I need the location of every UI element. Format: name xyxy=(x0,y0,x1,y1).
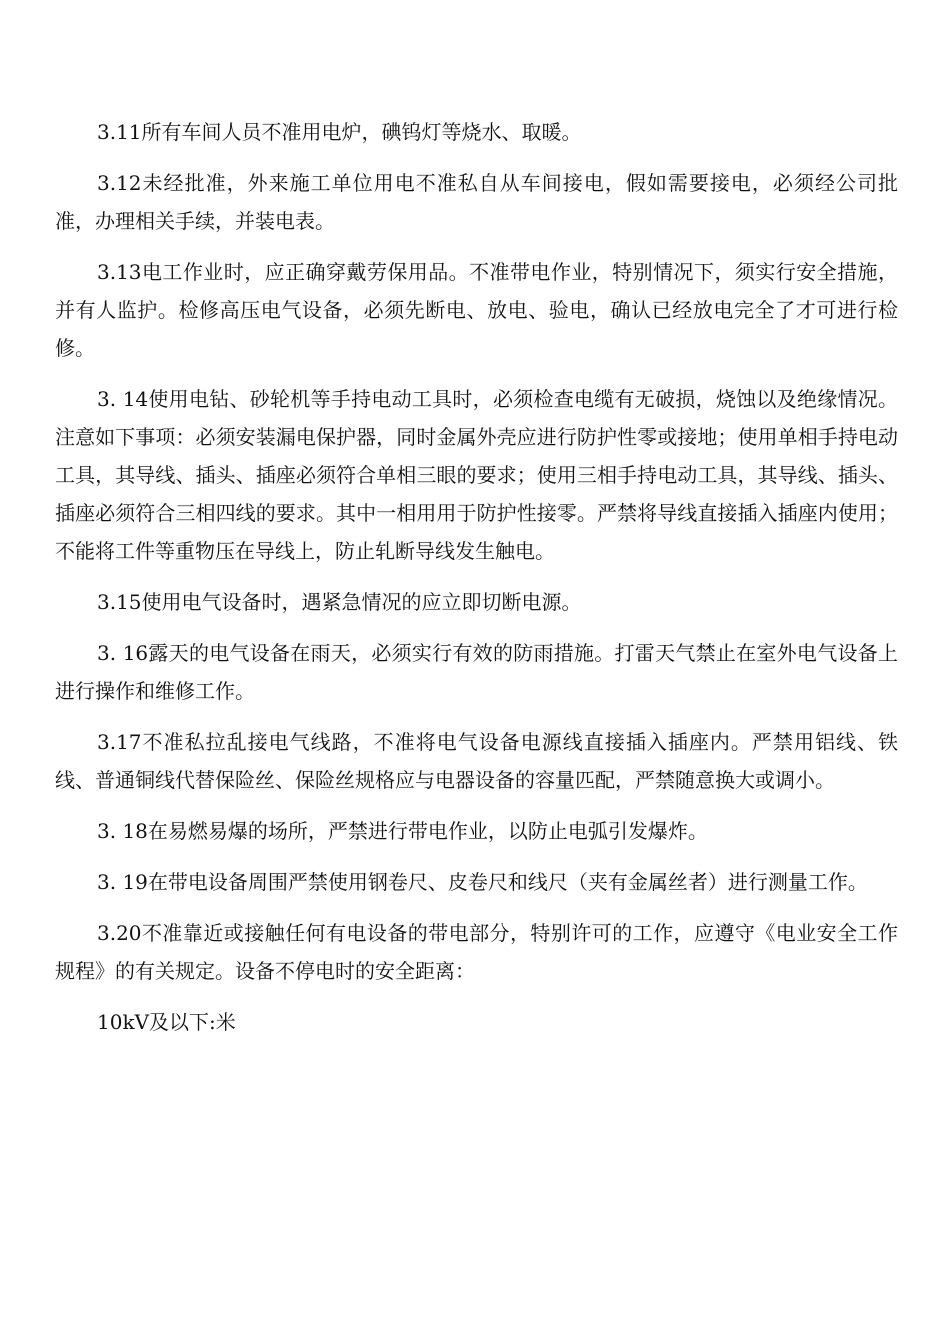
paragraph-3-16: 3. 16露天的电气设备在雨天，必须实行有效的防雨措施。打雷天气禁止在室外电气设备上进行操作和维修工作。 xyxy=(55,641,898,703)
paragraph-3-18: 3. 18在易燃易爆的场所，严禁进行带电作业，以防止电弧引发爆炸。 xyxy=(97,819,708,843)
paragraph-3-11: 3.11所有车间人员不准用电炉，碘钨灯等烧水、取暖。 xyxy=(97,120,582,144)
paragraph-3-15: 3.15使用电气设备时，遇紧急情况的应立即切断电源。 xyxy=(97,590,582,614)
paragraph-3-14: 3. 14使用电钻、砂轮机等手持电动工具时，必须检查电缆有无破损，烧蚀以及绝缘情况。注意如下事项：必须安装漏电保护器，同时金属外壳应进行防护性零或接地；使用单相手持电动工具，其导线、插头、插座必须符合单相三眼的要求；使用三相手持电动工具，其导线、插头、插座必须符合三相四线的要求。其中一相用用于防护性接零。严禁将导线直接插入插座内使用；不能将工件等重物压在导线上，防止轧断导线发生触电。 xyxy=(55,387,898,563)
document-body xyxy=(55,113,898,1041)
paragraph-3-17: 3.17不准私拉乱接电气线路，不准将电气设备电源线直接插入插座内。严禁用铝线、铁线、普通铜线代替保险丝、保险丝规格应与电器设备的容量匹配，严禁随意换大或调小。 xyxy=(55,730,898,792)
paragraph-3-20: 3.20不准靠近或接触任何有电设备的带电部分，特别许可的工作，应遵守《电业安全工作规程》的有关规定。设备不停电时的安全距离： xyxy=(55,921,898,983)
paragraph-3-13: 3.13电工作业时，应正确穿戴劳保用品。不准带电作业，特别情况下，须实行安全措施，并有人监护。检修高压电气设备，必须先断电、放电、验电，确认已经放电完全了才可进行检修。 xyxy=(55,260,898,360)
paragraph-voltage-line: 10kV及以下:米 xyxy=(97,1010,236,1034)
paragraph-3-19: 3. 19在带电设备周围严禁使用钢卷尺、皮卷尺和线尺（夹有金属丝者）进行测量工作。 xyxy=(97,870,868,894)
paragraph-3-12: 3.12未经批准，外来施工单位用电不准私自从车间接电，假如需要接电，必须经公司批准，办理相关手续，并装电表。 xyxy=(55,171,898,233)
